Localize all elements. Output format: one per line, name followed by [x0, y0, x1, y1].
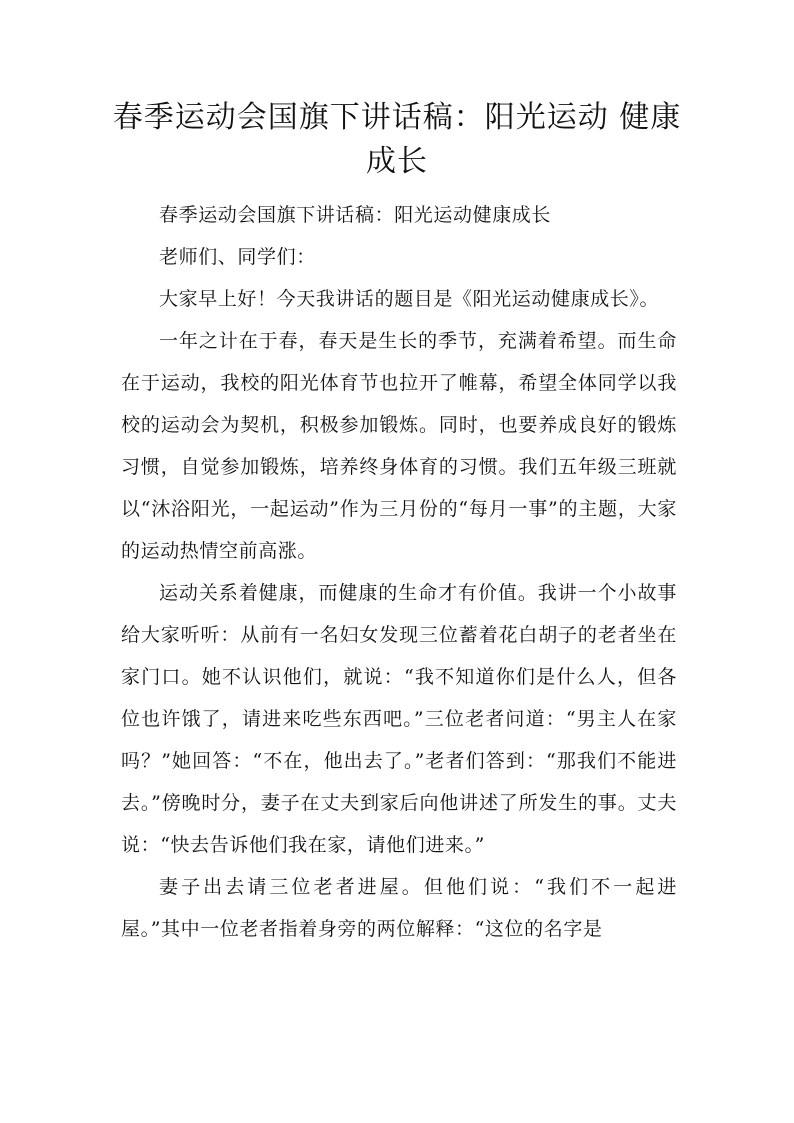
document-body	[121, 194, 677, 950]
paragraph-subtitle: 春季运动会国旗下讲话稿：阳光运动健康成长	[159, 204, 552, 226]
paragraph-greeting: 大家早上好！今天我讲话的题目是《阳光运动健康成长》。	[159, 288, 660, 310]
paragraph-story-continued: 妻子出去请三位老者进屋。但他们说：“我们不一起进屋。”其中一位老者指着身旁的两位解释：“这位的名字是	[121, 876, 677, 940]
paragraph-story: 运动关系着健康，而健康的生命才有价值。我讲一个小故事给大家听听：从前有一名妇女发现三位蓄着花白胡子的老者坐在家门口。她不认识他们，就说：“我不知道你们是什么人，但各位也许饿了，请进来吃些东西吧。”三位老者问道：“男主人在家吗？”她回答：“不在，他出去了。”老者们答到：“那我们不能进去。”傍晚时分，妻子在丈夫到家后向他讲述了所发生的事。丈夫说：“快去告诉他们我在家，请他们进来。”	[121, 582, 677, 856]
paragraph-salutation: 老师们、同学们：	[159, 246, 316, 268]
paragraph-spring: 一年之计在于春，春天是生长的季节，充满着希望。而生命在于运动，我校的阳光体育节也拉开了帷幕，希望全体同学以我校的运动会为契机，积极参加锻炼。同时，也要养成良好的锻炼习惯，自觉参加锻炼，培养终身体育的习惯。我们五年级三班就以“沐浴阳光，一起运动”作为三月份的“每月一事”的主题，大家的运动热情空前高涨。	[121, 330, 677, 562]
document-title: 春季运动会国旗下讲话稿：阳光运动 健康成长	[112, 100, 682, 179]
